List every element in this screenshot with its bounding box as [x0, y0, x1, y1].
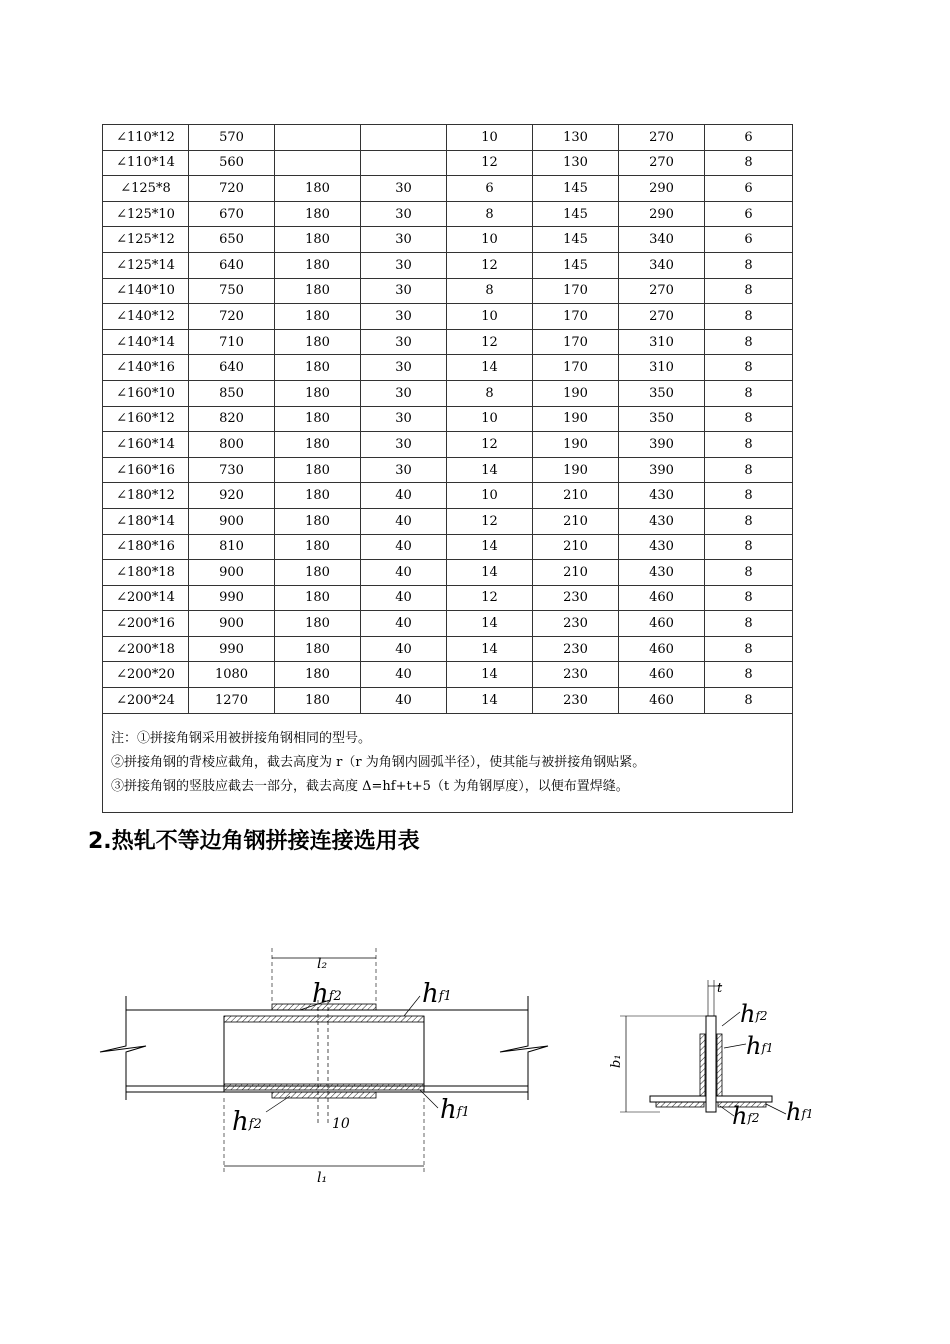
table-cell: 210 — [533, 560, 619, 586]
table-cell: 650 — [189, 227, 275, 253]
table-cell: 670 — [189, 201, 275, 227]
table-cell: 6 — [705, 227, 793, 253]
table-cell: 40 — [361, 611, 447, 637]
table-cell: 170 — [533, 329, 619, 355]
table-row — [103, 150, 793, 176]
table-cell: 310 — [619, 329, 705, 355]
table-cell: 190 — [533, 457, 619, 483]
angle-spec-cell: ∠110*12 — [103, 125, 189, 151]
table-cell: 180 — [275, 176, 361, 202]
table-cell: 6 — [705, 125, 793, 151]
section-hf1-bottom-label: hf1 — [786, 1098, 814, 1126]
dim-l1-label: l₁ — [317, 1170, 328, 1186]
table-cell: 390 — [619, 432, 705, 458]
table-cell: 8 — [705, 636, 793, 662]
table-cell: 8 — [705, 406, 793, 432]
table-row — [103, 560, 793, 586]
table-cell: 8 — [705, 611, 793, 637]
table-cell: 14 — [447, 662, 533, 688]
table-cell: 180 — [275, 534, 361, 560]
table-row — [103, 329, 793, 355]
table-cell: 14 — [447, 355, 533, 381]
table-cell: 720 — [189, 304, 275, 330]
table-row — [103, 406, 793, 432]
table-cell: 40 — [361, 585, 447, 611]
table-row — [103, 201, 793, 227]
table-cell: 270 — [619, 125, 705, 151]
table-cell: 430 — [619, 483, 705, 509]
angle-spec-cell: ∠125*12 — [103, 227, 189, 253]
table-row — [103, 176, 793, 202]
table-cell: 8 — [705, 150, 793, 176]
table-cell: 850 — [189, 380, 275, 406]
table-row — [103, 252, 793, 278]
table-cell: 8 — [705, 585, 793, 611]
table-cell: 8 — [705, 534, 793, 560]
table-cell: 30 — [361, 380, 447, 406]
table-cell: 6 — [705, 201, 793, 227]
table-cell: 40 — [361, 560, 447, 586]
table-cell: 900 — [189, 611, 275, 637]
table-cell: 180 — [275, 688, 361, 714]
table-cell: 30 — [361, 304, 447, 330]
table-cell: 14 — [447, 688, 533, 714]
splice-plate-bottom — [224, 1084, 424, 1090]
table-cell: 10 — [447, 483, 533, 509]
table-cell: 30 — [361, 457, 447, 483]
table-cell: 390 — [619, 457, 705, 483]
section-hf2-bottom-label: hf2 — [732, 1102, 760, 1130]
table-row — [103, 483, 793, 509]
table-cell: 210 — [533, 508, 619, 534]
table-cell: 900 — [189, 560, 275, 586]
table-cell: 270 — [619, 304, 705, 330]
section-title: 2.热轧不等边角钢拼接连接选用表 — [88, 829, 420, 854]
leader-section-hf1-bottom — [766, 1104, 786, 1114]
table-cell: 170 — [533, 278, 619, 304]
table-cell: 230 — [533, 611, 619, 637]
angle-spec-cell: ∠180*12 — [103, 483, 189, 509]
angle-spec-cell: ∠160*10 — [103, 380, 189, 406]
table-cell: 730 — [189, 457, 275, 483]
main-angle-horizontal-leg-left — [650, 1096, 706, 1102]
break-line-left — [100, 996, 146, 1100]
weld-hf2-bottom-label: hf2 — [232, 1107, 262, 1137]
table-cell: 8 — [705, 329, 793, 355]
table-cell: 8 — [705, 662, 793, 688]
leader-section-hf2-top — [722, 1012, 740, 1026]
table-cell: 12 — [447, 252, 533, 278]
table-row — [103, 457, 793, 483]
splice-detail-drawing — [0, 930, 950, 1190]
table-cell: 180 — [275, 304, 361, 330]
table-cell: 460 — [619, 688, 705, 714]
table-cell: 8 — [705, 508, 793, 534]
section-hf1-top-label: hf1 — [746, 1032, 774, 1060]
notes-cell — [103, 713, 793, 812]
note-line: ③拼接角钢的竖肢应截去一部分，截去高度 Δ=hf+t+5（t 为角钢厚度），以便布置焊缝。 — [111, 778, 629, 794]
table-cell: 180 — [275, 406, 361, 432]
table-cell: 460 — [619, 585, 705, 611]
table-body — [103, 125, 793, 813]
angle-spec-cell: ∠200*24 — [103, 688, 189, 714]
table-cell: 460 — [619, 611, 705, 637]
table-cell: 8 — [705, 380, 793, 406]
table-cell: 30 — [361, 278, 447, 304]
table-cell: 180 — [275, 585, 361, 611]
table-cell: 14 — [447, 636, 533, 662]
table-cell: 990 — [189, 636, 275, 662]
angle-spec-cell: ∠125*14 — [103, 252, 189, 278]
table-cell: 290 — [619, 201, 705, 227]
table-cell — [275, 150, 361, 176]
section-view — [609, 980, 814, 1130]
angle-splice-table — [102, 124, 793, 813]
angle-spec-cell: ∠200*20 — [103, 662, 189, 688]
table-cell: 12 — [447, 432, 533, 458]
table-cell: 430 — [619, 508, 705, 534]
table-cell: 30 — [361, 329, 447, 355]
main-angle-vertical-leg — [706, 1016, 716, 1112]
table-row — [103, 585, 793, 611]
table-cell: 210 — [533, 483, 619, 509]
angle-spec-cell: ∠180*16 — [103, 534, 189, 560]
table-cell: 30 — [361, 201, 447, 227]
angle-spec-cell: ∠140*10 — [103, 278, 189, 304]
table-cell: 180 — [275, 432, 361, 458]
note-line: ②拼接角钢的背棱应截角，截去高度为 r（r 为角钢内圆弧半径），使其能与被拼接角钢贴紧。 — [111, 754, 646, 770]
table-cell — [361, 125, 447, 151]
table-cell: 30 — [361, 406, 447, 432]
table-cell: 30 — [361, 252, 447, 278]
table-cell: 8 — [447, 201, 533, 227]
table-cell: 750 — [189, 278, 275, 304]
angle-spec-cell: ∠160*16 — [103, 457, 189, 483]
table-row — [103, 534, 793, 560]
table-cell: 900 — [189, 508, 275, 534]
table-row — [103, 227, 793, 253]
table-cell — [361, 150, 447, 176]
angle-spec-cell: ∠140*16 — [103, 355, 189, 381]
table-cell: 820 — [189, 406, 275, 432]
table-cell: 210 — [533, 534, 619, 560]
table-cell: 145 — [533, 252, 619, 278]
table-cell: 460 — [619, 662, 705, 688]
table-cell: 340 — [619, 227, 705, 253]
table-cell: 180 — [275, 380, 361, 406]
leader-hf2-bottom — [266, 1096, 290, 1112]
table-cell: 270 — [619, 278, 705, 304]
angle-spec-cell: ∠200*16 — [103, 611, 189, 637]
note-line: 注：①拼接角钢采用被拼接角钢相同的型号。 — [111, 730, 372, 746]
table-cell: 8 — [705, 278, 793, 304]
table-cell — [275, 125, 361, 151]
table-cell: 8 — [705, 483, 793, 509]
table-cell: 30 — [361, 432, 447, 458]
table-row — [103, 355, 793, 381]
notes-row — [103, 713, 793, 812]
table-cell: 810 — [189, 534, 275, 560]
splice-horizontal-leg-left — [656, 1102, 704, 1107]
table-cell: 8 — [705, 457, 793, 483]
inner-plate-bottom — [272, 1092, 376, 1098]
table-row — [103, 611, 793, 637]
table-cell: 8 — [705, 688, 793, 714]
table-cell: 180 — [275, 355, 361, 381]
table-cell: 12 — [447, 508, 533, 534]
angle-spec-cell: ∠140*12 — [103, 304, 189, 330]
leader-section-hf1-top — [724, 1044, 746, 1048]
table-row — [103, 688, 793, 714]
weld-hf1-bottom-label: hf1 — [440, 1095, 470, 1125]
splice-vertical-leg-right — [717, 1034, 722, 1102]
splice-plate-top — [224, 1016, 424, 1022]
angle-spec-cell: ∠125*8 — [103, 176, 189, 202]
table-cell: 350 — [619, 406, 705, 432]
weld-hf2-top-label: hf2 — [312, 979, 342, 1009]
table-cell: 180 — [275, 611, 361, 637]
angle-spec-cell: ∠140*14 — [103, 329, 189, 355]
table-cell: 14 — [447, 457, 533, 483]
table-cell: 170 — [533, 355, 619, 381]
table-cell: 145 — [533, 227, 619, 253]
table-row — [103, 125, 793, 151]
table-cell: 145 — [533, 201, 619, 227]
table-row — [103, 508, 793, 534]
weld-hf1-top-label: hf1 — [422, 979, 452, 1009]
dim-b1-label: b₁ — [609, 1054, 624, 1068]
table-cell: 8 — [705, 560, 793, 586]
table-cell: 10 — [447, 406, 533, 432]
table-cell: 14 — [447, 611, 533, 637]
angle-spec-cell: ∠200*18 — [103, 636, 189, 662]
dim-t-label: t — [717, 981, 723, 996]
leader-hf1-top — [404, 996, 420, 1016]
table-cell: 180 — [275, 329, 361, 355]
table-cell: 130 — [533, 125, 619, 151]
table-cell: 190 — [533, 380, 619, 406]
table-cell: 230 — [533, 585, 619, 611]
table-cell: 190 — [533, 432, 619, 458]
table-cell: 310 — [619, 355, 705, 381]
table-cell: 180 — [275, 483, 361, 509]
table-cell: 10 — [447, 227, 533, 253]
table-row — [103, 278, 793, 304]
table-cell: 10 — [447, 304, 533, 330]
angle-spec-cell: ∠200*14 — [103, 585, 189, 611]
table-cell: 180 — [275, 560, 361, 586]
table-cell: 640 — [189, 252, 275, 278]
elevation-view — [100, 948, 548, 1186]
angle-spec-cell: ∠110*14 — [103, 150, 189, 176]
table-cell: 990 — [189, 585, 275, 611]
table-cell: 40 — [361, 534, 447, 560]
table-cell: 180 — [275, 508, 361, 534]
angle-spec-cell: ∠160*14 — [103, 432, 189, 458]
table-cell: 710 — [189, 329, 275, 355]
table-cell: 180 — [275, 252, 361, 278]
table-cell: 10 — [447, 125, 533, 151]
table-cell: 40 — [361, 636, 447, 662]
table-cell: 270 — [619, 150, 705, 176]
angle-spec-cell: ∠125*10 — [103, 201, 189, 227]
table-cell: 190 — [533, 406, 619, 432]
table-cell: 180 — [275, 278, 361, 304]
table-cell: 8 — [705, 355, 793, 381]
table-cell: 180 — [275, 636, 361, 662]
table-cell: 8 — [705, 252, 793, 278]
table-cell: 430 — [619, 560, 705, 586]
angle-spec-cell: ∠180*14 — [103, 508, 189, 534]
angle-spec-cell: ∠180*18 — [103, 560, 189, 586]
table-cell: 800 — [189, 432, 275, 458]
table-cell: 8 — [705, 432, 793, 458]
table-cell: 180 — [275, 662, 361, 688]
table-cell: 8 — [447, 380, 533, 406]
table-cell: 340 — [619, 252, 705, 278]
table-cell: 720 — [189, 176, 275, 202]
table-cell: 14 — [447, 560, 533, 586]
table-cell: 6 — [705, 176, 793, 202]
splice-vertical-leg-left — [700, 1034, 705, 1102]
gap-dim-label: 10 — [332, 1116, 350, 1132]
table-cell: 1270 — [189, 688, 275, 714]
table-cell: 1080 — [189, 662, 275, 688]
table-cell: 40 — [361, 483, 447, 509]
table-row — [103, 662, 793, 688]
dim-l2-label: l₂ — [317, 956, 328, 972]
table-cell: 30 — [361, 176, 447, 202]
break-line-right — [500, 996, 548, 1100]
table-cell: 180 — [275, 227, 361, 253]
table-cell: 30 — [361, 355, 447, 381]
table-cell: 430 — [619, 534, 705, 560]
table-cell: 230 — [533, 688, 619, 714]
leader-hf1-bottom — [420, 1090, 438, 1108]
table-cell: 12 — [447, 329, 533, 355]
table-cell: 145 — [533, 176, 619, 202]
table-cell: 12 — [447, 150, 533, 176]
table-cell: 570 — [189, 125, 275, 151]
table-row — [103, 304, 793, 330]
section-hf2-top-label: hf2 — [740, 1000, 768, 1028]
table-cell: 8 — [705, 304, 793, 330]
table-cell: 6 — [447, 176, 533, 202]
table-cell: 350 — [619, 380, 705, 406]
table-cell: 180 — [275, 457, 361, 483]
table-cell: 920 — [189, 483, 275, 509]
table-cell: 40 — [361, 508, 447, 534]
table-cell: 180 — [275, 201, 361, 227]
table-cell: 170 — [533, 304, 619, 330]
table-cell: 130 — [533, 150, 619, 176]
table-row — [103, 380, 793, 406]
table-cell: 290 — [619, 176, 705, 202]
table-cell: 560 — [189, 150, 275, 176]
table-cell: 460 — [619, 636, 705, 662]
table-cell: 40 — [361, 688, 447, 714]
table-cell: 14 — [447, 534, 533, 560]
table-cell: 40 — [361, 662, 447, 688]
table-cell: 640 — [189, 355, 275, 381]
table-cell: 8 — [447, 278, 533, 304]
table-cell: 230 — [533, 636, 619, 662]
table-cell: 30 — [361, 227, 447, 253]
angle-spec-cell: ∠160*12 — [103, 406, 189, 432]
table-cell: 12 — [447, 585, 533, 611]
table-row — [103, 636, 793, 662]
table-row — [103, 432, 793, 458]
table-cell: 230 — [533, 662, 619, 688]
